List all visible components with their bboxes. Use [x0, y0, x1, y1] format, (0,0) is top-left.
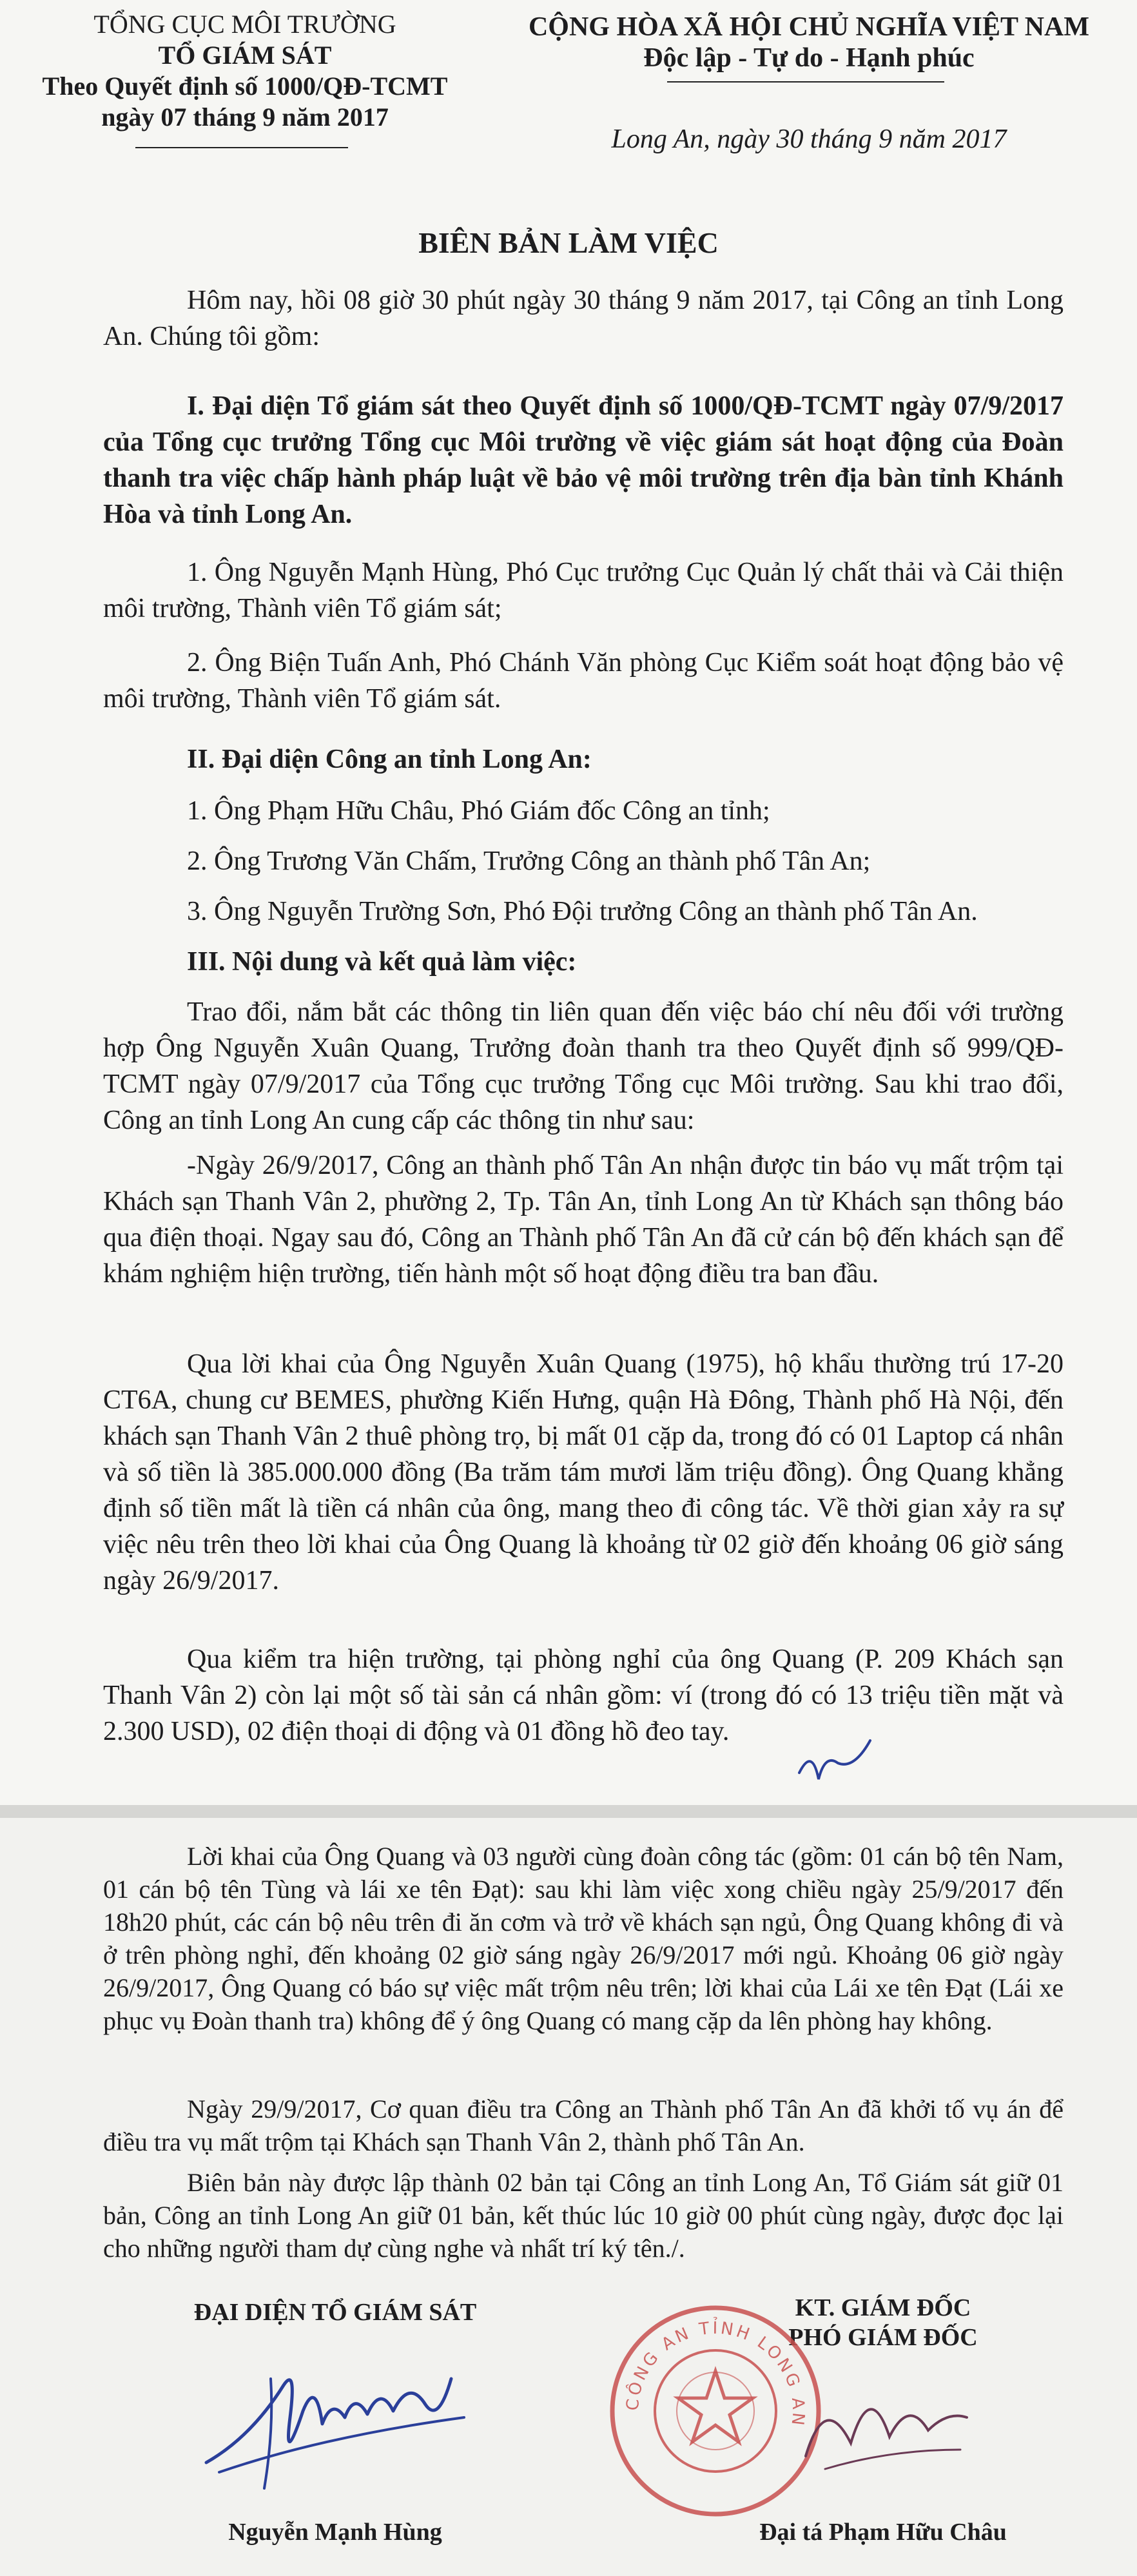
header-nation-underline: [667, 81, 944, 83]
signature-left-icon: [193, 2340, 477, 2501]
section3-paragraph: Qua lời khai của Ông Nguyễn Xuân Quang (1975), hộ khẩu thường trú 17-20 CT6A, chung cư BEMES, phường Kiến Hưng, quận Hà Đông, Thành phố Hà Nội, đến khách sạn Thanh Vân 2 thuê phòng trọ, bị mất 01 cặp da, trong đó có 01 Laptop cá nhân và số tiền là 385.000.000 đồng (Ba trăm tám mươi lăm triệu đồng). Ông Quang khẳng định số tiền mất là tiền cá nhân của ông, mang theo đi công tác. Về thời gian xảy ra sự việc nêu trên theo lời khai của Ông Quang là khoảng từ 02 giờ đến khoảng 06 giờ sáng ngày 26/9/2017.: [103, 1349, 1064, 1595]
section3-paragraph: -Ngày 26/9/2017, Công an thành phố Tân An nhận được tin báo vụ mất trộm tại Khách sạn Thanh Vân 2, phường 2, Tp. Tân An, tỉnh Long An từ Khách sạn thông báo qua điện thoại. Ngay sau đó, Công an Thành phố Tân An đã cử cán bộ đến khách sạn để khám nghiệm hiện trường, tiến hành một số hoạt động điều tra ban đầu.: [103, 1151, 1064, 1289]
sign-right-title1: KT. GIÁM ĐỐC: [795, 2294, 971, 2321]
page2-paragraph: Ngày 29/9/2017, Cơ quan điều tra Công an Thành phố Tân An đã khởi tố vụ án để điều tra vụ mất trộm tại Khách sạn Thanh Vân 2, thành phố Tân An.: [103, 2094, 1064, 2156]
header-org-line2: TỔ GIÁM SÁT: [158, 41, 332, 70]
section3-paragraph: Trao đổi, nắm bắt các thông tin liên quan đến việc báo chí nêu đối với trường hợp Ông Nguyễn Xuân Quang, Trưởng đoàn thanh tra theo Quyết định số 999/QĐ-TCMT ngày 07/9/2017 của Tổng cục trưởng Tổng cục Môi trường. Sau khi trao đổi, Công an tỉnh Long An cung cấp các thông tin như sau:: [103, 997, 1064, 1135]
page-separator: [0, 1805, 1137, 1818]
svg-text:CÔNG AN TỈNH LONG AN: CÔNG AN TỈNH LONG AN: [623, 2318, 808, 2429]
section1-member: 2. Ông Biện Tuấn Anh, Phó Chánh Văn phòng Cục Kiểm soát hoạt động bảo vệ môi trường, Thành viên Tổ giám sát.: [103, 648, 1064, 714]
section2-heading: II. Đại diện Công an tỉnh Long An:: [187, 745, 592, 774]
document-page-2: [0, 1818, 1137, 2576]
section3-paragraph: Qua kiểm tra hiện trường, tại phòng nghỉ của ông Quang (P. 209 Khách sạn Thanh Vân 2) còn lại một số tài sản cá nhân gồm: ví (trong đó có 13 triệu tiền mặt và 2.300 USD), 02 điện thoại di động và 01 đồng hồ đeo tay.: [103, 1644, 1064, 1746]
header-org-line1: TỔNG CỤC MÔI TRƯỜNG: [93, 10, 396, 39]
place-date: Long An, ngày 30 tháng 9 năm 2017: [611, 124, 1007, 154]
page2-paragraph: Biên bản này được lập thành 02 bản tại Công an tỉnh Long An, Tổ Giám sát giữ 01 bản, Công an tỉnh Long An giữ 01 bản, kết thúc lúc 10 giờ 00 phút cùng ngày, được đọc lại cho những người tham dự cùng nghe và nhất trí ký tên./.: [103, 2168, 1064, 2263]
sign-left-title: ĐẠI DIỆN TỔ GIÁM SÁT: [193, 2299, 477, 2326]
header-org-line3: Theo Quyết định số 1000/QĐ-TCMT: [42, 72, 448, 101]
header-nation-block: [490, 12, 1128, 73]
sign-left-name: Nguyễn Mạnh Hùng: [228, 2519, 442, 2546]
section3-heading: III. Nội dung và kết quả làm việc:: [187, 947, 577, 977]
page2-paragraph: Lời khai của Ông Quang và 03 người cùng đoàn công tác (gồm: 01 cán bộ tên Nam, 01 cán bộ tên Tùng và lái xe tên Đạt): sau khi làm việc xong chiều ngày 25/9/2017 đến 18h20 phút, các cán bộ nêu trên đi ăn cơm và trở về khách sạn ngủ, Ông Quang không đi và ở trên phòng nghỉ, đến khoảng 02 giờ sáng ngày 26/9/2017 mới ngủ. Khoảng 06 giờ ngày 26/9/2017, Ông Quang có báo sự việc mất trộm nêu trên; lời khai của Lái xe tên Đạt (Lái xe phục vụ Đoàn thanh tra) không để ý ông Quang có mang cặp da lên phòng hay không.: [103, 1842, 1064, 2035]
header-nation-line1: CỘNG HÒA XÃ HỘI CHỦ NGHĨA VIỆT NAM: [528, 12, 1090, 42]
sign-right-name: Đại tá Phạm Hữu Châu: [759, 2519, 1007, 2546]
section2-member: 3. Ông Nguyễn Trường Sơn, Phó Đội trưởng Công an thành phố Tân An.: [187, 897, 978, 926]
initial-mark-icon: [793, 1734, 877, 1792]
header-org-line4: ngày 07 tháng 9 năm 2017: [101, 102, 389, 132]
section2-member: 1. Ông Phạm Hữu Châu, Phó Giám đốc Công an tỉnh;: [187, 796, 770, 826]
document-title: BIÊN BẢN LÀM VIỆC: [418, 226, 719, 259]
header-org-underline: [135, 147, 348, 148]
sign-right-title2: PHÓ GIÁM ĐỐC: [788, 2324, 978, 2351]
section2-member: 2. Ông Trương Văn Chấm, Trưởng Công an thành phố Tân An;: [187, 846, 871, 876]
section1-member: 1. Ông Nguyễn Mạnh Hùng, Phó Cục trưởng Cục Quản lý chất thải và Cải thiện môi trường, Thành viên Tổ giám sát;: [103, 558, 1064, 623]
signature-right-icon: [786, 2353, 980, 2495]
header-org-block: [13, 9, 477, 133]
section1-heading: I. Đại diện Tổ giám sát theo Quyết định số 1000/QĐ-TCMT ngày 07/9/2017 của Tổng cục trưởng Tổng cục Môi trường về việc giám sát hoạt động của Đoàn thanh tra việc chấp hành pháp luật về bảo vệ môi trường trên địa bàn tỉnh Khánh Hòa và tỉnh Long An.: [103, 391, 1064, 529]
header-nation-line2: Độc lập - Tự do - Hạnh phúc: [643, 43, 975, 73]
intro-paragraph: Hôm nay, hồi 08 giờ 30 phút ngày 30 tháng 9 năm 2017, tại Công an tỉnh Long An. Chúng tôi gồm:: [103, 286, 1064, 351]
